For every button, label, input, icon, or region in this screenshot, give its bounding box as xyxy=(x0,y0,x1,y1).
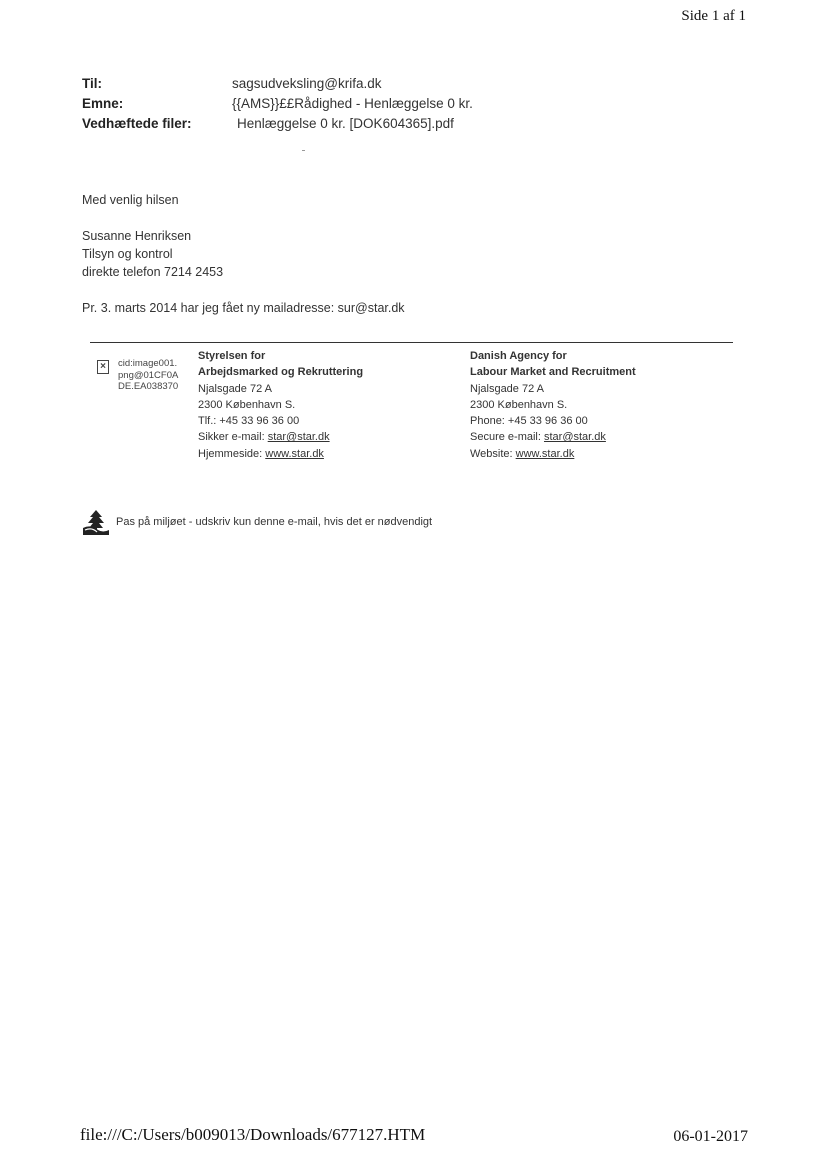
attachment-file[interactable]: Henlæggelse 0 kr. [DOK604365].pdf xyxy=(237,116,454,131)
agency-en-web-row xyxy=(470,446,636,462)
tree-icon xyxy=(82,509,110,535)
to-value: sagsudveksling@krifa.dk xyxy=(232,76,382,91)
agency-web-link[interactable]: www.star.dk xyxy=(265,447,324,460)
agency-en-web-link[interactable]: www.star.dk xyxy=(515,447,575,460)
greeting: Med venlig hilsen xyxy=(82,193,179,207)
agency-address: Njalsgade 72 A xyxy=(198,382,272,395)
agency-web-row xyxy=(198,446,363,462)
agency-name-line1: Styrelsen for xyxy=(198,350,266,362)
sender-name: Susanne Henriksen xyxy=(82,229,192,243)
environment-note-text: Pas på miljøet - udskriv kun denne e-mail, hvis det er nødvendigt xyxy=(116,516,433,528)
print-date: 06-01-2017 xyxy=(673,1128,748,1145)
to-row xyxy=(82,74,473,94)
agency-phone: Tlf.: +45 33 96 36 00 xyxy=(198,415,300,428)
agency-name-line2: Arbejdsmarked og Rekruttering xyxy=(198,366,364,379)
agency-web-label: Hjemmeside: xyxy=(198,447,266,460)
agency-en-email-row xyxy=(470,429,636,445)
agency-city: 2300 København S. xyxy=(198,398,296,411)
agency-en-email-link[interactable]: star@star.dk xyxy=(543,431,606,444)
sender-phone: direkte telefon 7214 2453 xyxy=(82,265,224,279)
agency-en-address: Njalsgade 72 A xyxy=(470,382,544,395)
agency-email-row xyxy=(198,429,363,445)
agency-en-name-line2: Labour Market and Recruitment xyxy=(470,366,636,379)
environment-note xyxy=(82,509,432,535)
agency-email-label: Sikker e-mail: xyxy=(198,431,268,444)
sender-department: Tilsyn og kontrol xyxy=(82,247,173,261)
sender-signature xyxy=(82,227,223,281)
attachments-label: Vedhæftede filer: xyxy=(82,116,192,131)
page-number: Side 1 af 1 xyxy=(681,8,746,24)
attachments-row xyxy=(82,114,473,134)
agency-en-name-line1: Danish Agency for xyxy=(470,350,567,362)
divider-line xyxy=(90,342,733,343)
subject-label: Emne: xyxy=(82,96,124,111)
agency-en-web-label: Website: xyxy=(470,447,516,460)
agency-english xyxy=(470,348,636,462)
logo-placeholder xyxy=(95,358,179,393)
email-header xyxy=(82,74,473,134)
subject-value: {{AMS}}££Rådighed - Henlæggelse 0 kr. xyxy=(232,96,473,111)
agency-email-link[interactable]: star@star.dk xyxy=(267,431,330,444)
agency-en-email-label: Secure e-mail: xyxy=(470,431,544,444)
to-label: Til: xyxy=(82,76,102,91)
new-email-notice: Pr. 3. marts 2014 har jeg fået ny mailadresse: sur@star.dk xyxy=(82,301,405,315)
stray-mark xyxy=(302,150,305,151)
file-path: file:///C:/Users/b009013/Downloads/677127.HTM xyxy=(80,1125,426,1144)
image-alt-text: cid:image001.png@01CF0ADE.EA038370 xyxy=(118,358,179,392)
subject-row xyxy=(82,94,473,114)
agency-en-city: 2300 København S. xyxy=(470,398,568,411)
agency-danish xyxy=(198,348,363,462)
broken-image-icon: × xyxy=(97,360,109,374)
agency-en-phone: Phone: +45 33 96 36 00 xyxy=(470,415,588,428)
